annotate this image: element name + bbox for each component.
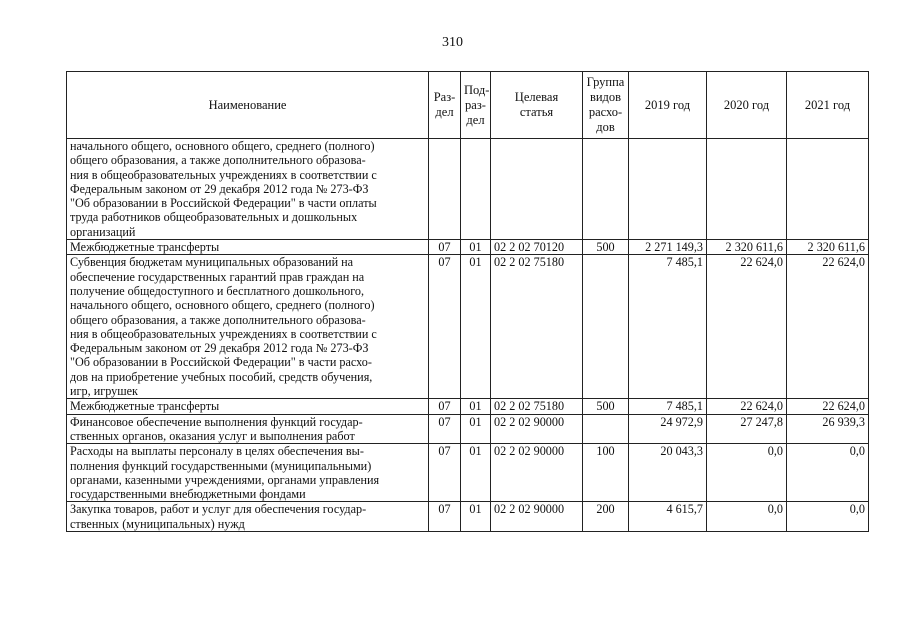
- table-header: [67, 72, 869, 139]
- budget-table: [66, 71, 869, 532]
- row-value-2020: 22 624,0: [707, 255, 787, 399]
- row-name-line: Расходы на выплаты персоналу в целях обеспечения вы-: [70, 444, 364, 459]
- row-name: [67, 414, 429, 444]
- row-name-line: ственных (муниципальных) нужд: [70, 516, 245, 531]
- row-value-2020: 22 624,0: [707, 399, 787, 414]
- row-name-line: ственных органов, оказания услуг и выполнения работ: [70, 428, 355, 443]
- header-article-line: статья: [519, 105, 554, 119]
- table-body: [67, 139, 869, 532]
- row-name-line: ния в общеобразовательных учреждениях в соответствии с: [70, 167, 377, 182]
- table-row: [67, 255, 869, 399]
- table-row: [67, 240, 869, 255]
- table-row: [67, 444, 869, 502]
- row-name-line: Межбюджетные трансферты: [70, 240, 220, 255]
- row-group: 500: [583, 399, 629, 414]
- header-2019: 2019 год: [629, 72, 707, 139]
- table-row: [67, 139, 869, 240]
- row-group: 500: [583, 240, 629, 255]
- row-podrazdel: 01: [461, 414, 491, 444]
- row-name-line: общего образования, а также дополнительного образова-: [70, 312, 366, 327]
- header-name: Наименование: [67, 72, 429, 139]
- header-group-line: Группа: [586, 75, 625, 89]
- row-article: 02 2 02 75180: [491, 255, 583, 399]
- header-group-line: видов: [589, 90, 622, 104]
- row-value-2021: 2 320 611,6: [787, 240, 869, 255]
- row-name-line: полнения функций государственными (муниципальными): [70, 458, 372, 473]
- row-article: 02 2 02 90000: [491, 502, 583, 532]
- row-podrazdel: 01: [461, 399, 491, 414]
- row-name-line: игр, игрушек: [70, 384, 138, 399]
- row-podrazdel: 01: [461, 502, 491, 532]
- row-razdel: 07: [429, 240, 461, 255]
- header-razdel-line: дел: [435, 105, 454, 119]
- row-value-2019: [629, 139, 707, 240]
- row-group: 100: [583, 444, 629, 502]
- row-article: [491, 139, 583, 240]
- row-name: [67, 139, 429, 240]
- row-value-2019: 7 485,1: [629, 255, 707, 399]
- row-name-line: труда работников общеобразовательных и дошкольных: [70, 210, 358, 225]
- row-podrazdel: 01: [461, 255, 491, 399]
- row-name-line: Субвенция бюджетам муниципальных образований на: [70, 255, 354, 270]
- row-group: [583, 255, 629, 399]
- row-value-2020: 2 320 611,6: [707, 240, 787, 255]
- header-group-line: дов: [596, 120, 615, 134]
- row-article: 02 2 02 90000: [491, 414, 583, 444]
- row-name-line: ния в общеобразовательных учреждениях в соответствии с: [70, 326, 377, 341]
- row-value-2020: 0,0: [707, 502, 787, 532]
- row-value-2020: 27 247,8: [707, 414, 787, 444]
- row-value-2019: 20 043,3: [629, 444, 707, 502]
- header-razdel-line: Раз-: [433, 90, 456, 104]
- header-podrazdel-line: Под-: [464, 82, 490, 97]
- header-group: [583, 72, 629, 139]
- row-name-line: "Об образовании в Российской Федерации" в части оплаты: [70, 196, 377, 211]
- row-value-2021: 0,0: [787, 502, 869, 532]
- row-podrazdel: 01: [461, 444, 491, 502]
- row-name-line: Межбюджетные трансферты: [70, 399, 220, 414]
- row-name: [67, 444, 429, 502]
- header-razdel: [429, 72, 461, 139]
- row-name-line: получение общедоступного и бесплатного дошкольного,: [70, 283, 365, 298]
- header-article-line: Целевая: [514, 90, 559, 104]
- row-razdel: 07: [429, 502, 461, 532]
- row-group: [583, 414, 629, 444]
- row-razdel: [429, 139, 461, 240]
- row-value-2021: 22 624,0: [787, 255, 869, 399]
- row-value-2019: 7 485,1: [629, 399, 707, 414]
- row-name: [67, 399, 429, 414]
- page-number: 310: [442, 35, 463, 50]
- row-value-2020: [707, 139, 787, 240]
- row-name-line: "Об образовании в Российской Федерации" в части расхо-: [70, 355, 372, 370]
- row-podrazdel: 01: [461, 240, 491, 255]
- row-group: [583, 139, 629, 240]
- header-2020: 2020 год: [707, 72, 787, 139]
- row-article: 02 2 02 90000: [491, 444, 583, 502]
- header-2021: 2021 год: [787, 72, 869, 139]
- row-name-line: начального общего, основного общего, среднего (полного): [70, 139, 375, 153]
- row-name-line: Закупка товаров, работ и услуг для обеспечения государ-: [70, 502, 367, 517]
- row-value-2020: 0,0: [707, 444, 787, 502]
- row-name: [67, 502, 429, 532]
- row-value-2021: [787, 139, 869, 240]
- header-podrazdel-line: раз-: [465, 97, 486, 112]
- row-name-line: обеспечение государственных гарантий прав граждан на: [70, 269, 365, 284]
- row-value-2019: 4 615,7: [629, 502, 707, 532]
- row-name-line: органами, казенными учреждениями, органами управления: [70, 472, 380, 487]
- table-row: [67, 502, 869, 532]
- row-razdel: 07: [429, 414, 461, 444]
- row-value-2021: 0,0: [787, 444, 869, 502]
- row-name: [67, 255, 429, 399]
- row-value-2021: 26 939,3: [787, 414, 869, 444]
- row-podrazdel: [461, 139, 491, 240]
- row-value-2019: 2 271 149,3: [629, 240, 707, 255]
- row-name-line: Финансовое обеспечение выполнения функций государ-: [70, 414, 363, 429]
- row-name: [67, 240, 429, 255]
- row-razdel: 07: [429, 399, 461, 414]
- row-razdel: 07: [429, 255, 461, 399]
- row-razdel: 07: [429, 444, 461, 502]
- row-article: 02 2 02 70120: [491, 240, 583, 255]
- header-group-line: расхо-: [588, 105, 623, 119]
- header-podrazdel-line: дел: [466, 112, 485, 127]
- row-name-line: Федеральным законом от 29 декабря 2012 года № 273-ФЗ: [70, 181, 369, 196]
- row-name-line: дов на приобретение учебных пособий, средств обучения,: [70, 369, 373, 384]
- row-name-line: начального общего, основного общего, среднего (полного): [70, 298, 375, 313]
- header-podrazdel: [461, 72, 491, 139]
- row-value-2021: 22 624,0: [787, 399, 869, 414]
- row-group: 200: [583, 502, 629, 532]
- table-row: [67, 414, 869, 444]
- row-article: 02 2 02 75180: [491, 399, 583, 414]
- row-value-2019: 24 972,9: [629, 414, 707, 444]
- row-name-line: Федеральным законом от 29 декабря 2012 года № 273-ФЗ: [70, 341, 369, 356]
- row-name-line: государственными внебюджетными фондами: [70, 487, 306, 502]
- header-article: [491, 72, 583, 139]
- row-name-line: организаций: [70, 224, 136, 239]
- table-row: [67, 399, 869, 414]
- row-name-line: общего образования, а также дополнительного образова-: [70, 153, 366, 168]
